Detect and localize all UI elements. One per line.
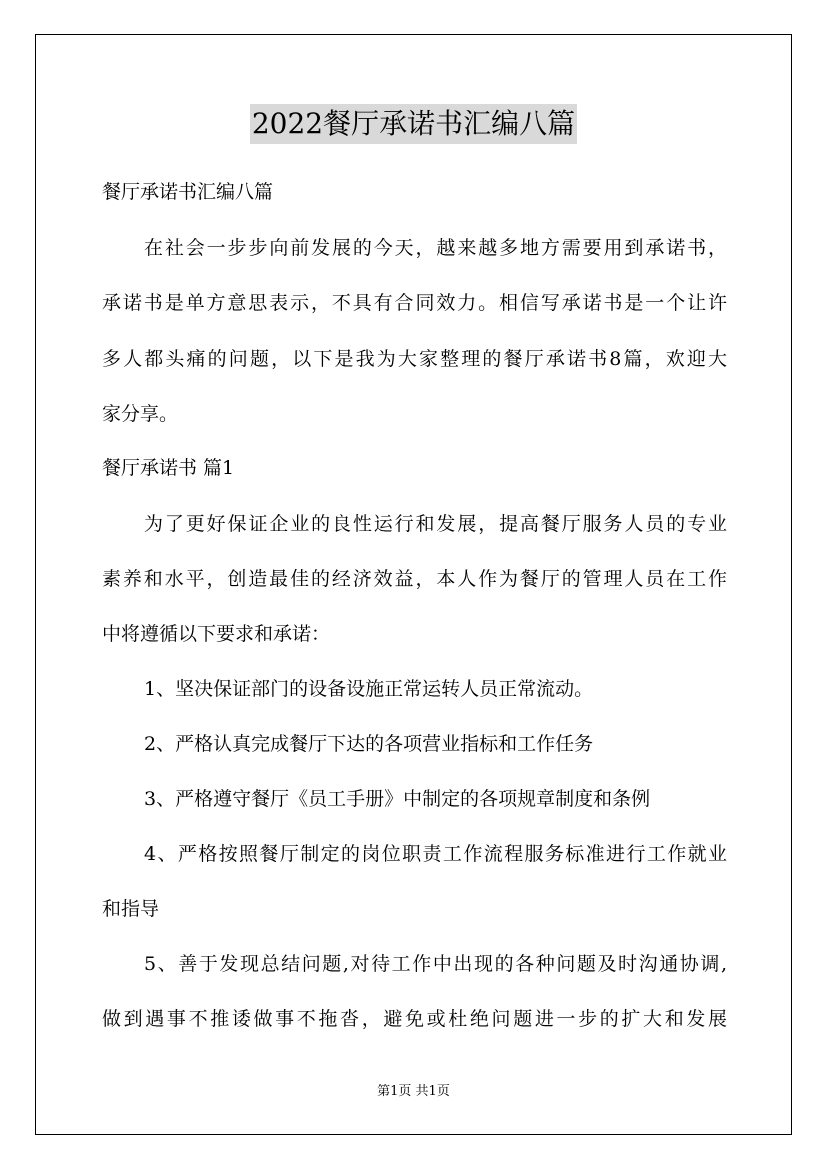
- section-heading: 餐厅承诺书 篇1: [102, 457, 235, 479]
- section-line-1: 为了更好保证企业的良性运行和发展，提高餐厅服务人员的专业: [144, 513, 727, 535]
- item-2: 2、严格认真完成餐厅下达的各项营业指标和工作任务: [144, 733, 594, 755]
- item-5-line-2: 做到遇事不推诿做事不拖沓，避免或杜绝问题进一步的扩大和发展: [102, 1008, 727, 1030]
- page-number: 第1页 共1页: [377, 1084, 450, 1099]
- item-4-line-1: 4、严格按照餐厅制定的岗位职责工作流程服务标准进行工作就业: [144, 843, 727, 865]
- section-line-2: 素养和水平，创造最佳的经济效益，本人作为餐厅的管理人员在工作: [102, 568, 727, 590]
- item-1: 1、坚决保证部门的设备设施正常运转人员正常流动。: [144, 678, 594, 700]
- intro-line-3: 多人都头痛的问题，以下是我为大家整理的餐厅承诺书8篇，欢迎大: [102, 348, 727, 370]
- section-line-3: 中将遵循以下要求和承诺：: [102, 623, 331, 645]
- document-title: [0, 104, 827, 148]
- item-3: 3、严格遵守餐厅《员工手册》中制定的各项规章制度和条例: [144, 788, 651, 810]
- document-title-text: 2022餐厅承诺书汇编八篇: [250, 104, 577, 144]
- document-subtitle: 餐厅承诺书汇编八篇: [102, 181, 274, 203]
- intro-line-4: 家分享。: [102, 403, 179, 425]
- intro-line-1: 在社会一步步向前发展的今天，越来越多地方需要用到承诺书，: [144, 237, 727, 259]
- intro-line-2: 承诺书是单方意思表示，不具有合同效力。相信写承诺书是一个让许: [102, 292, 727, 314]
- item-4-line-2: 和指导: [102, 898, 160, 920]
- item-5-line-1: 5、善于发现总结问题,对待工作中出现的各种问题及时沟通协调,: [144, 953, 727, 975]
